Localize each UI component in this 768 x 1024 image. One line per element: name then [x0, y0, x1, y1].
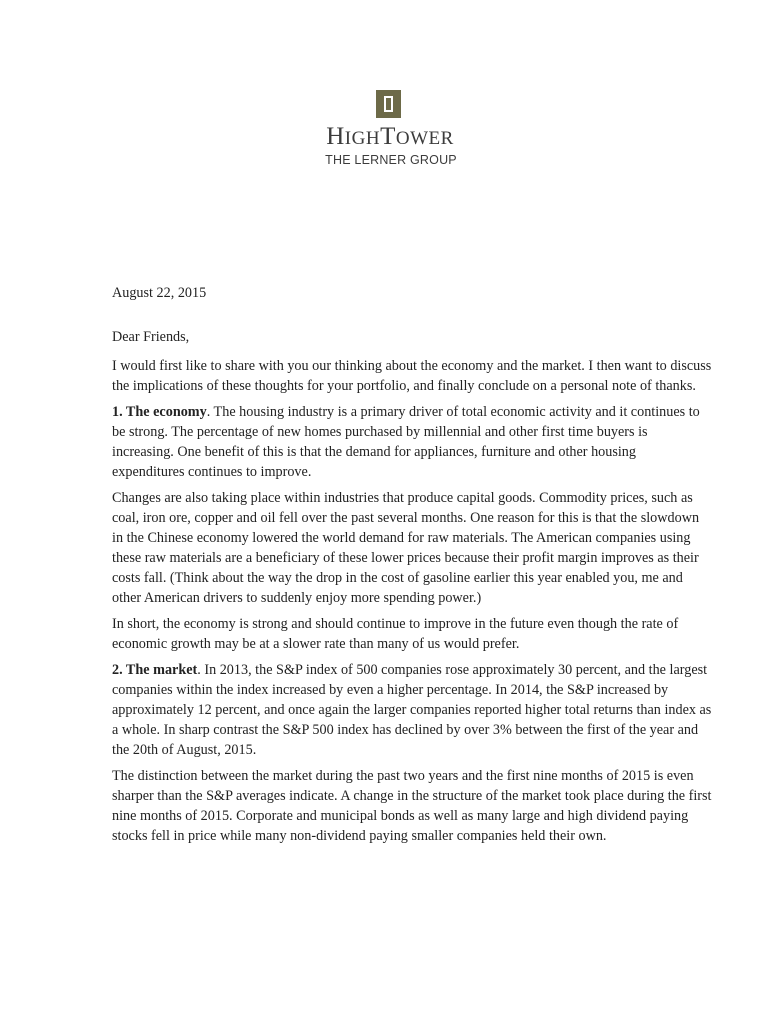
- intro-paragraph: I would first like to share with you our thinking about the economy and the market. I then want to discuss the implications of these thoughts for your portfolio, and finally conclude on a personal note of thanks.: [112, 358, 712, 394]
- letter-date: August 22, 2015: [112, 285, 207, 301]
- economy-text: . The housing industry is a primary driver of total economic activity and it continues to be strong. The percentage of new homes purchased by millennial and other first time buyers is increasing. One benefit of this is that the demand for appliances, furniture and other housing expenditures continues to improve.: [112, 404, 700, 480]
- salutation: Dear Friends,: [112, 329, 190, 345]
- market-paragraph: [112, 660, 712, 760]
- capital-goods-paragraph: Changes are also taking place within industries that produce capital goods. Commodity prices, such as coal, iron ore, copper and oil fell over the past several months. One reason for this is that the slowdown in the Chinese economy lowered the world demand for raw materials. The American companies using these raw materials are a beneficiary of these lower prices because their profit margin improves as their costs fall. (Think about the way the drop in the cost of gasoline earlier this year enabled you, me and other American drivers to suddenly enjoy more spending power.): [112, 490, 700, 606]
- distinction-paragraph: The distinction between the market during the past two years and the first nine months of 2015 is even sharper than the S&P averages indicate. A change in the structure of the market took place during the first nine months of 2015. Corporate and municipal bonds as well as many large and high dividend paying stocks fell in price while many non-dividend paying smaller companies held their own.: [112, 768, 712, 844]
- brand-name: HIGHTOWER: [326, 123, 454, 150]
- economy-paragraph: [112, 402, 712, 482]
- economy-heading: 1. The economy: [112, 404, 207, 420]
- company-logo: [0, 90, 768, 170]
- market-heading: 2. The market: [112, 662, 198, 678]
- letter-body: [112, 283, 712, 852]
- summary-paragraph: In short, the economy is strong and should continue to improve in the future even though the rate of economic growth may be at a slower rate than many of us would prefer.: [112, 616, 679, 652]
- tower-icon: [376, 90, 401, 118]
- market-text: . In 2013, the S&P index of 500 companies rose approximately 30 percent, and the largest companies within the index increased by even a higher percentage. In 2014, the S&P increased by approximately 12 percent, and once again the larger companies reported higher total returns than index as a whole. In sharp contrast the S&P 500 index has declined by over 3% between the first of the year and the 20th of August, 2015.: [112, 662, 712, 758]
- brand-subtitle: THE LERNER GROUP: [325, 153, 457, 167]
